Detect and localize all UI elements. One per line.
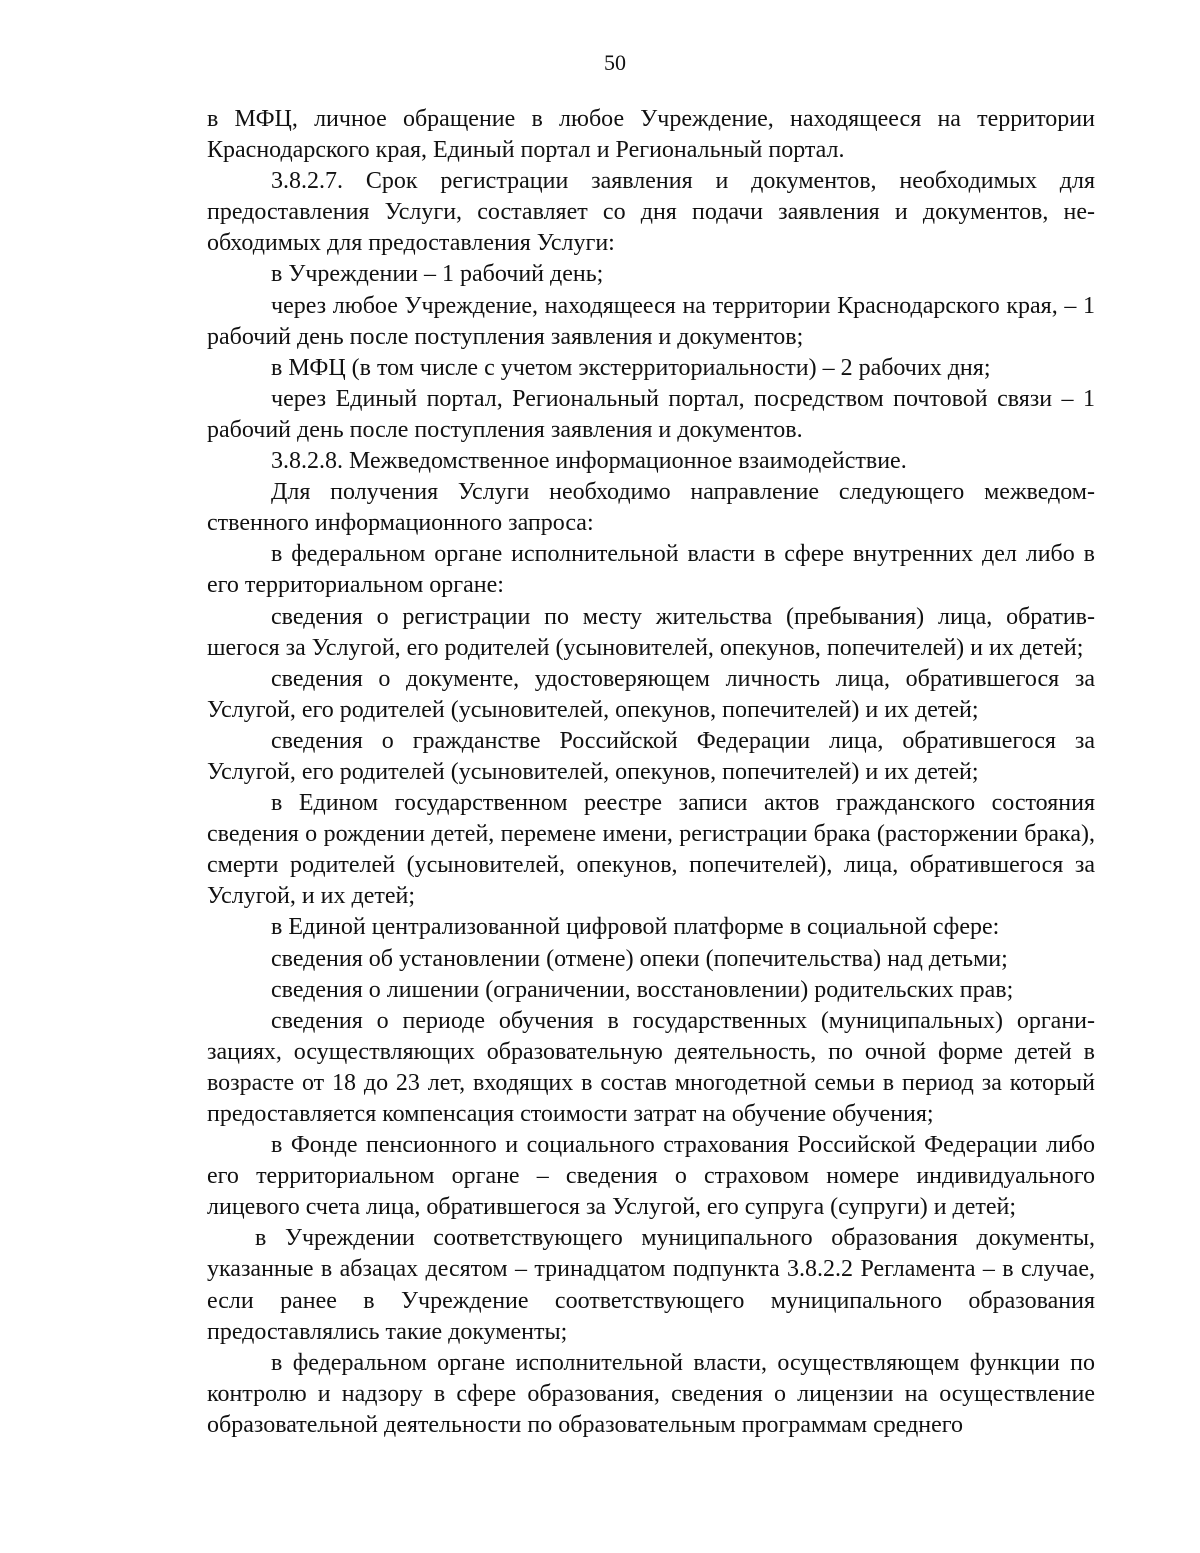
paragraph: сведения о гражданстве Российской Федерации лица, обратившегося за Услугой, его родителей (усыновителей, опекунов, попечителей) и их детей; bbox=[207, 727, 1095, 785]
paragraph: в Учреждении – 1 рабочий день; bbox=[271, 261, 604, 288]
paragraph: в федеральном органе исполнительной власти в сфере внутренних дел либо в его территориальном органе: bbox=[207, 541, 1095, 599]
paragraph: сведения о периоде обучения в государственных (муниципальных) организациях, осуществляющих образовательную деятельность, по очной форме детей в возрасте от 18 до 23 лет, входящих в состав многодетной семьи в период за который предоставляется компенсация стоимости затрат на обучение обучения; bbox=[207, 1007, 1095, 1127]
document-body bbox=[207, 104, 1095, 1441]
paragraph: через Единый портал, Региональный портал, посредством почтовой связи – 1 рабочий день после поступления заявления и документов. bbox=[207, 385, 1095, 443]
paragraph: 3.8.2.7. Срок регистрации заявления и документов, необходимых для предоставления Услуги, составляет со дня подачи заявления и документов, необходимых для предоставления Услуги: bbox=[207, 168, 1095, 257]
page-number: 50 bbox=[604, 50, 626, 75]
paragraph: 3.8.2.8. Межведомственное информационное взаимодействие. bbox=[271, 448, 907, 475]
paragraph: в МФЦ (в том числе с учетом экстерриториальности) – 2 рабочих дня; bbox=[271, 354, 991, 381]
paragraph: в Едином государственном реестре записи актов гражданского состояния сведения о рождении детей, перемене имени, регистрации брака (расторжении брака), смерти родителей (усыновителей, опекунов, попечителей), лица, обратившегося за Услугой, и их детей; bbox=[207, 790, 1095, 910]
paragraph: сведения о документе, удостоверяющем личность лица, обратившегося за Услугой, его родителей (усыновителей, опекунов, попечителей) и их детей; bbox=[207, 665, 1095, 723]
paragraph: в федеральном органе исполнительной власти, осуществляющем функции по контролю и надзору в сфере образования, сведения о лицензии на осуществление образовательной деятельности по образовательным программам среднего bbox=[207, 1349, 1095, 1438]
paragraph: сведения о лишении (ограничении, восстановлении) родительских прав; bbox=[271, 976, 1014, 1003]
paragraph: сведения об установлении (отмене) опеки (попечительства) над детьми; bbox=[271, 945, 1008, 972]
paragraph: Для получения Услуги необходимо направление следующего межведомственного информационного запроса: bbox=[207, 479, 1095, 537]
paragraph: в МФЦ, личное обращение в любое Учреждение, находящееся на территории Краснодарского края, Единый портал и Региональный портал. bbox=[207, 106, 1095, 164]
paragraph: в Фонде пенсионного и социального страхования Российской Федерации либо его территориальном органе – сведения о страховом номере индивидуального лицевого счета лица, обратившегося за Услугой, его супруга (супруги) и детей; bbox=[207, 1132, 1095, 1221]
paragraph: в Учреждении соответствующего муниципального образования документы, указанные в абзацах десятом – тринадцатом подпункта 3.8.2.2 Регламента – в случае, если ранее в Учреждение соответствующего муниципального образования предоставлялись такие документы; bbox=[207, 1225, 1095, 1345]
paragraph: через любое Учреждение, находящееся на территории Краснодарского края, – 1 рабочий день после поступления заявления и документов; bbox=[207, 292, 1095, 350]
paragraph: сведения о регистрации по месту жительства (пребывания) лица, обратившегося за Услугой, его родителей (усыновителей, опекунов, попечителей) и их детей; bbox=[207, 603, 1095, 661]
paragraph: в Единой централизованной цифровой платформе в социальной сфере: bbox=[271, 914, 1000, 941]
